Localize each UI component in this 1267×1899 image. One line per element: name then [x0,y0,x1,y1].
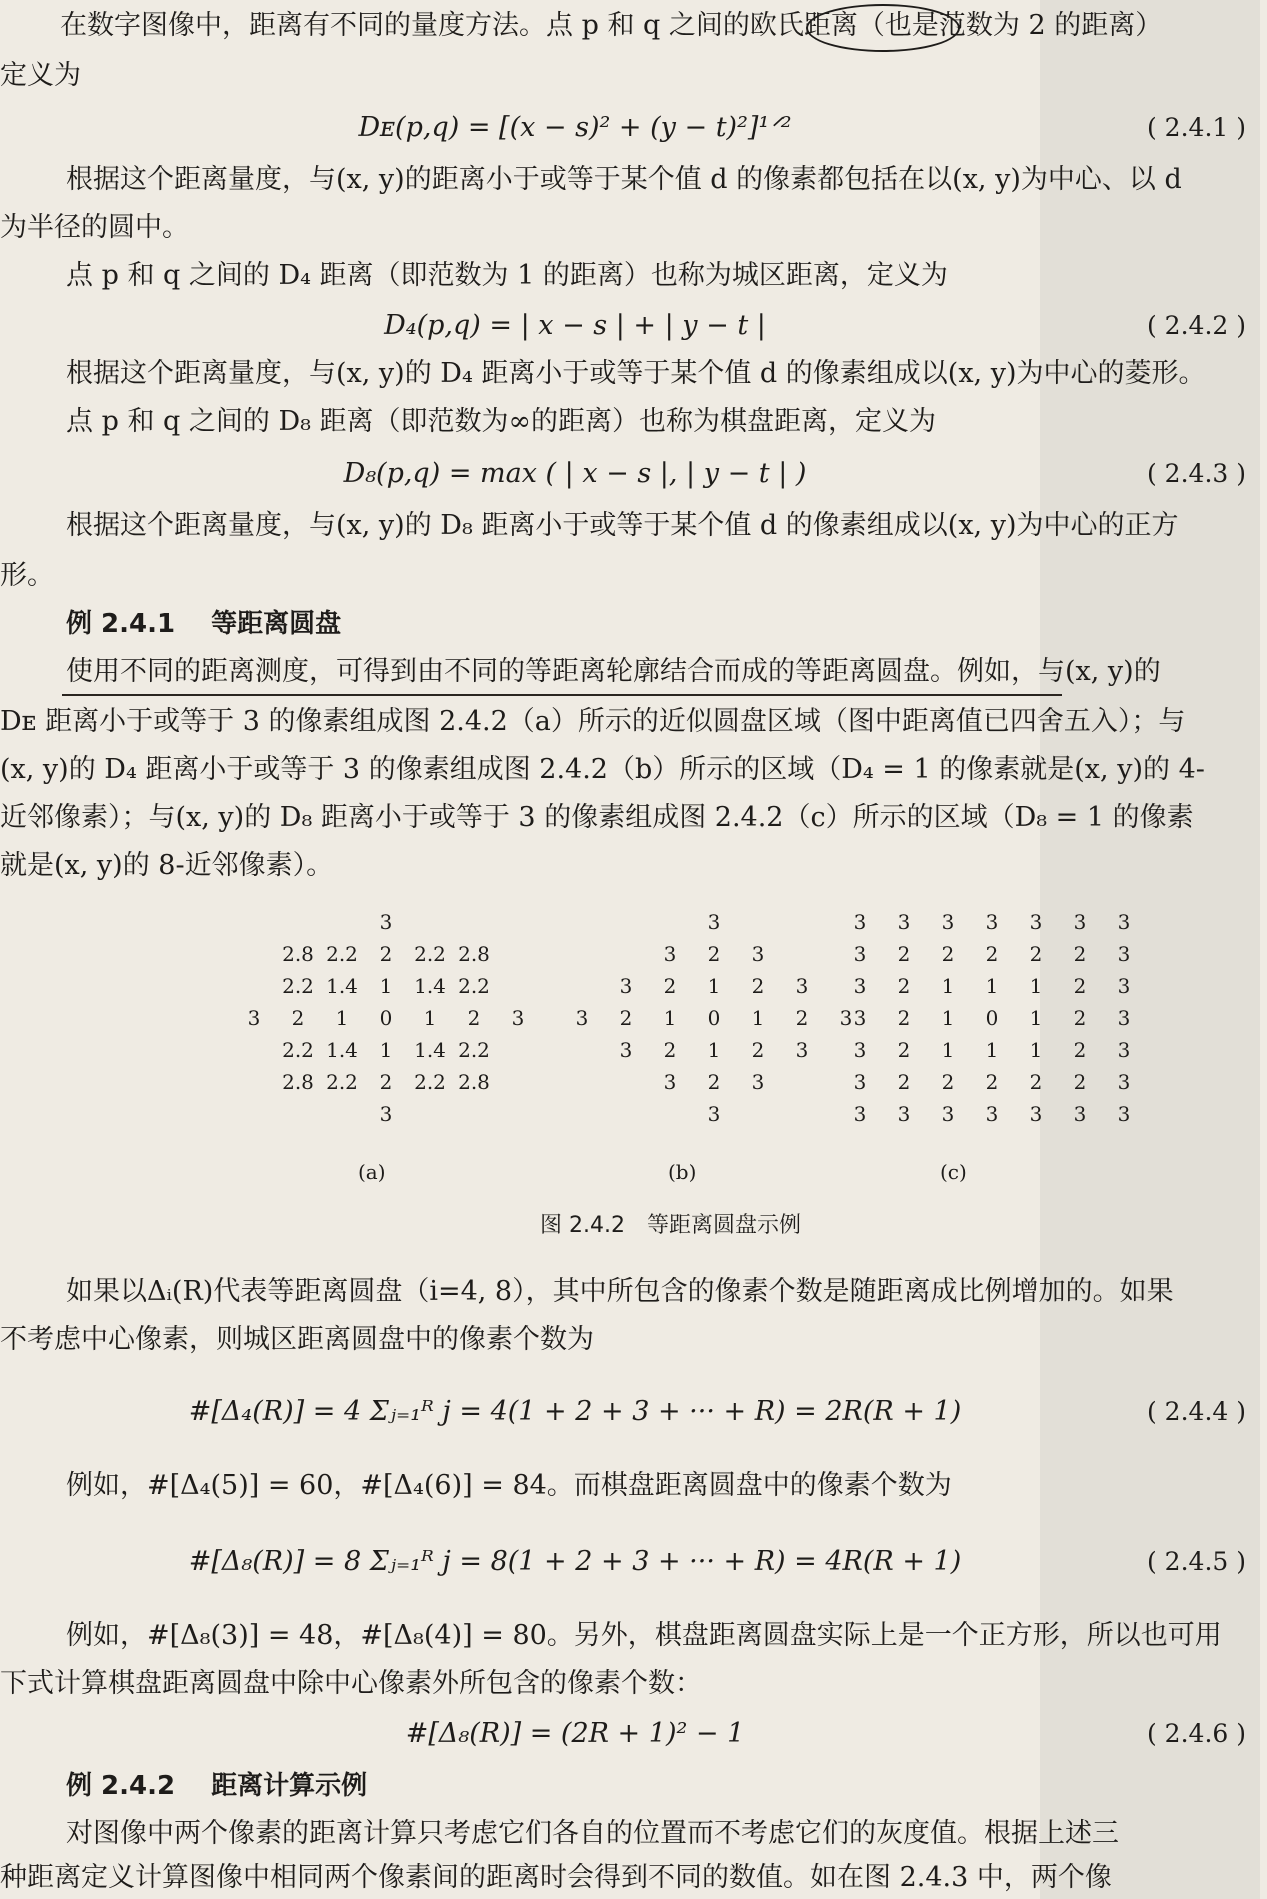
paragraph-line: 在数字图像中，距离有不同的量度方法。点 p 和 q 之间的欧氏距离（也是范数为 2 的距离） [60,10,1163,41]
paragraph-line: 使用不同的距离测度，可得到由不同的等距离轮廓结合而成的等距离圆盘。例如，与(x, y)的 [66,656,1161,687]
equation-2-4-5 [0,1538,1260,1586]
paragraph-line: 形。 [0,560,54,591]
disc-cell: 2 [1073,1070,1087,1094]
disc-cell: 2.2 [458,1038,490,1062]
paragraph-line: Dᴇ 距离小于或等于 3 的像素组成图 2.4.2（a）所示的近似圆盘区域（图中距离值已四舍五入）；与 [0,706,1186,737]
paragraph-line: 就是(x, y)的 8-近邻像素）。 [0,850,334,881]
equation-2-4-2 [0,302,1260,350]
disc-cell: 1.4 [414,1038,446,1062]
disc-cell: 3 [839,1006,853,1030]
disc-cell: 3 [853,974,867,998]
disc-cell: 2.8 [282,942,314,966]
disc-cell: 3 [941,910,955,934]
paragraph-line: 例如，#[Δ₈(3)] = 48，#[Δ₈(4)] = 80。另外，棋盘距离圆盘实际上是一个正方形，所以也可用 [66,1620,1222,1651]
paragraph-line: 对图像中两个像素的距离计算只考虑它们各自的位置而不考虑它们的灰度值。根据上述三 [66,1818,1119,1849]
disc-cell: 2 [897,1070,911,1094]
equation-body: D₄(p,q) = | x − s | + | y − t | [384,310,766,341]
disc-cell: 2 [1073,974,1087,998]
disc-cell: 3 [853,942,867,966]
disc-cell: 2.8 [282,1070,314,1094]
disc-cell: 3 [1117,1006,1131,1030]
disc-cell: 2 [379,942,393,966]
example-title: 等距离圆盘 [211,609,342,639]
disc-cell: 3 [247,1006,261,1030]
disc-cell: 1.4 [326,974,358,998]
disc-cell: 2 [619,1006,633,1030]
paragraph-line: 近邻像素）；与(x, y)的 D₈ 距离小于或等于 3 的像素组成图 2.4.2（c）所示的区域（D₈ = 1 的像素 [0,802,1194,833]
equation-number: ( 2.4.1 ) [1146,113,1246,142]
paragraph-line: 根据这个距离量度，与(x, y)的 D₄ 距离小于或等于某个值 d 的像素组成以(x, y)为中心的菱形。 [66,358,1206,389]
equation-body: Dᴇ(p,q) = [(x − s)² + (y − t)²]¹ᐟ² [358,112,792,143]
disc-cell: 3 [1073,1102,1087,1126]
disc-cell: 1 [379,974,393,998]
disc-cell: 2 [707,1070,721,1094]
disc-cell: 1.4 [414,974,446,998]
example-heading-2-4-1 [0,604,1267,644]
disc-cell: 1 [663,1006,677,1030]
disc-cell: 1 [1029,1038,1043,1062]
disc-cell: 3 [897,910,911,934]
disc-cell: 3 [1117,1070,1131,1094]
disc-b-grid [560,910,868,1134]
paragraph-line: 点 p 和 q 之间的 D₈ 距离（即范数为∞的距离）也称为棋盘距离，定义为 [66,406,937,437]
disc-cell: 1 [941,974,955,998]
disc-cell: 3 [619,1038,633,1062]
disc-cell: 3 [663,942,677,966]
paragraph-line: (x, y)的 D₄ 距离小于或等于 3 的像素组成图 2.4.2（b）所示的区域（D₄ = 1 的像素就是(x, y)的 4- [0,754,1205,785]
example-label: 例 2.4.1 [66,609,176,639]
disc-cell: 2 [985,1070,999,1094]
disc-cell: 3 [751,942,765,966]
paragraph-line: 为半径的圆中。 [0,212,189,243]
disc-cell: 2 [1073,1038,1087,1062]
disc-cell: 1 [941,1006,955,1030]
disc-cell: 2 [1029,942,1043,966]
subfigure-label-b: (b) [668,1160,697,1184]
subfigure-label-a: (a) [358,1160,386,1184]
disc-cell: 3 [1073,910,1087,934]
paragraph-line: 点 p 和 q 之间的 D₄ 距离（即范数为 1 的距离）也称为城区距离，定义为 [66,260,948,291]
disc-cell: 2 [897,942,911,966]
disc-cell: 3 [1117,910,1131,934]
disc-cell: 3 [1029,1102,1043,1126]
disc-cell: 3 [853,1006,867,1030]
disc-cell: 3 [1117,942,1131,966]
figure-caption: 图 2.4.2 等距离圆盘示例 [540,1213,801,1238]
handwritten-circle-annotation [806,4,960,52]
disc-cell: 2.2 [282,1038,314,1062]
paragraph-line: 不考虑中心像素，则城区距离圆盘中的像素个数为 [0,1324,594,1355]
disc-cell: 3 [853,1102,867,1126]
disc-cell: 1 [751,1006,765,1030]
disc-cell: 2 [1029,1070,1043,1094]
disc-cell: 3 [795,1038,809,1062]
example-heading-2-4-2 [0,1766,1267,1806]
disc-cell: 3 [511,1006,525,1030]
disc-c-grid [838,910,1146,1134]
disc-cell: 1 [379,1038,393,1062]
disc-cell: 2 [985,942,999,966]
equation-number: ( 2.4.2 ) [1146,311,1246,340]
disc-cell: 1 [985,974,999,998]
equation-body: #[Δ₈(R)] = (2R + 1)² − 1 [405,1718,745,1749]
disc-cell: 2.2 [282,974,314,998]
disc-cell: 3 [985,1102,999,1126]
disc-cell: 3 [853,1038,867,1062]
equation-2-4-3 [0,450,1260,498]
handwritten-underline [62,694,1062,696]
paragraph-line: 定义为 [0,60,81,91]
equation-number: ( 2.4.4 ) [1146,1397,1246,1426]
disc-cell: 0 [379,1006,393,1030]
disc-cell: 1.4 [326,1038,358,1062]
disc-cell: 2 [897,974,911,998]
disc-cell: 2 [379,1070,393,1094]
disc-cell: 0 [707,1006,721,1030]
disc-cell: 3 [1117,1102,1131,1126]
disc-cell: 2.2 [414,942,446,966]
disc-cell: 3 [985,910,999,934]
disc-cell: 3 [1117,974,1131,998]
equation-number: ( 2.4.3 ) [1146,459,1246,488]
equation-2-4-6 [0,1710,1260,1758]
disc-cell: 2 [897,1006,911,1030]
disc-cell: 2 [291,1006,305,1030]
equation-body: #[Δ₈(R)] = 8 Σⱼ₌₁ᴿ j = 8(1 + 2 + 3 + ··· + R) = 4R(R + 1) [188,1546,962,1577]
paragraph-line: 根据这个距离量度，与(x, y)的距离小于或等于某个值 d 的像素都包括在以(x, y)为中心、以 d [66,164,1182,195]
disc-cell: 1 [985,1038,999,1062]
disc-cell: 1 [335,1006,349,1030]
disc-cell: 2 [707,942,721,966]
disc-cell: 3 [707,910,721,934]
disc-cell: 2 [663,1038,677,1062]
disc-cell: 2 [1073,942,1087,966]
disc-cell: 2.2 [326,942,358,966]
disc-cell: 2.2 [458,974,490,998]
example-label: 例 2.4.2 [66,1771,176,1801]
disc-cell: 2.8 [458,942,490,966]
equation-2-4-1 [0,104,1260,152]
disc-cell: 3 [897,1102,911,1126]
equation-body: #[Δ₄(R)] = 4 Σⱼ₌₁ᴿ j = 4(1 + 2 + 3 + ··· + R) = 2R(R + 1) [188,1396,962,1427]
disc-cell: 2 [795,1006,809,1030]
disc-cell: 3 [795,974,809,998]
paragraph-line: 种距离定义计算图像中相同两个像素间的距离时会得到不同的数值。如在图 2.4.3 中，两个像 [0,1862,1112,1893]
disc-cell: 3 [853,1070,867,1094]
disc-a-grid [232,910,540,1134]
paragraph-line: 例如，#[Δ₄(5)] = 60，#[Δ₄(6)] = 84。而棋盘距离圆盘中的像素个数为 [66,1470,952,1501]
disc-cell: 1 [707,974,721,998]
disc-cell: 2.2 [414,1070,446,1094]
equation-number: ( 2.4.5 ) [1146,1547,1246,1576]
disc-cell: 3 [1029,910,1043,934]
disc-cell: 3 [853,910,867,934]
disc-cell: 2 [941,942,955,966]
disc-cell: 3 [707,1102,721,1126]
disc-cell: 1 [707,1038,721,1062]
subfigure-label-c: (c) [940,1160,967,1184]
disc-cell: 2 [663,974,677,998]
paragraph-line: 下式计算棋盘距离圆盘中除中心像素外所包含的像素个数： [0,1668,702,1699]
disc-cell: 1 [423,1006,437,1030]
disc-cell: 3 [941,1102,955,1126]
disc-cell: 3 [663,1070,677,1094]
paragraph-line: 如果以Δᵢ(R)代表等距离圆盘（i=4, 8），其中所包含的像素个数是随距离成比例增加的。如果 [66,1276,1174,1307]
equation-number: ( 2.4.6 ) [1146,1719,1246,1748]
equation-body: D₈(p,q) = max ( | x − s |, | y − t | ) [343,458,807,489]
disc-cell: 3 [1117,1038,1131,1062]
disc-cell: 2 [467,1006,481,1030]
paragraph-line: 根据这个距离量度，与(x, y)的 D₈ 距离小于或等于某个值 d 的像素组成以(x, y)为中心的正方 [66,510,1179,541]
disc-cell: 3 [379,910,393,934]
disc-cell: 3 [619,974,633,998]
disc-cell: 3 [751,1070,765,1094]
disc-cell: 1 [941,1038,955,1062]
disc-cell: 2.8 [458,1070,490,1094]
disc-cell: 2 [941,1070,955,1094]
disc-cell: 2 [1073,1006,1087,1030]
disc-cell: 2 [751,974,765,998]
example-title: 距离计算示例 [211,1771,368,1801]
disc-cell: 2 [897,1038,911,1062]
disc-cell: 0 [985,1006,999,1030]
equation-2-4-4 [0,1388,1260,1436]
disc-cell: 1 [1029,974,1043,998]
disc-cell: 1 [1029,1006,1043,1030]
disc-cell: 3 [575,1006,589,1030]
disc-cell: 3 [379,1102,393,1126]
disc-cell: 2.2 [326,1070,358,1094]
disc-cell: 2 [751,1038,765,1062]
